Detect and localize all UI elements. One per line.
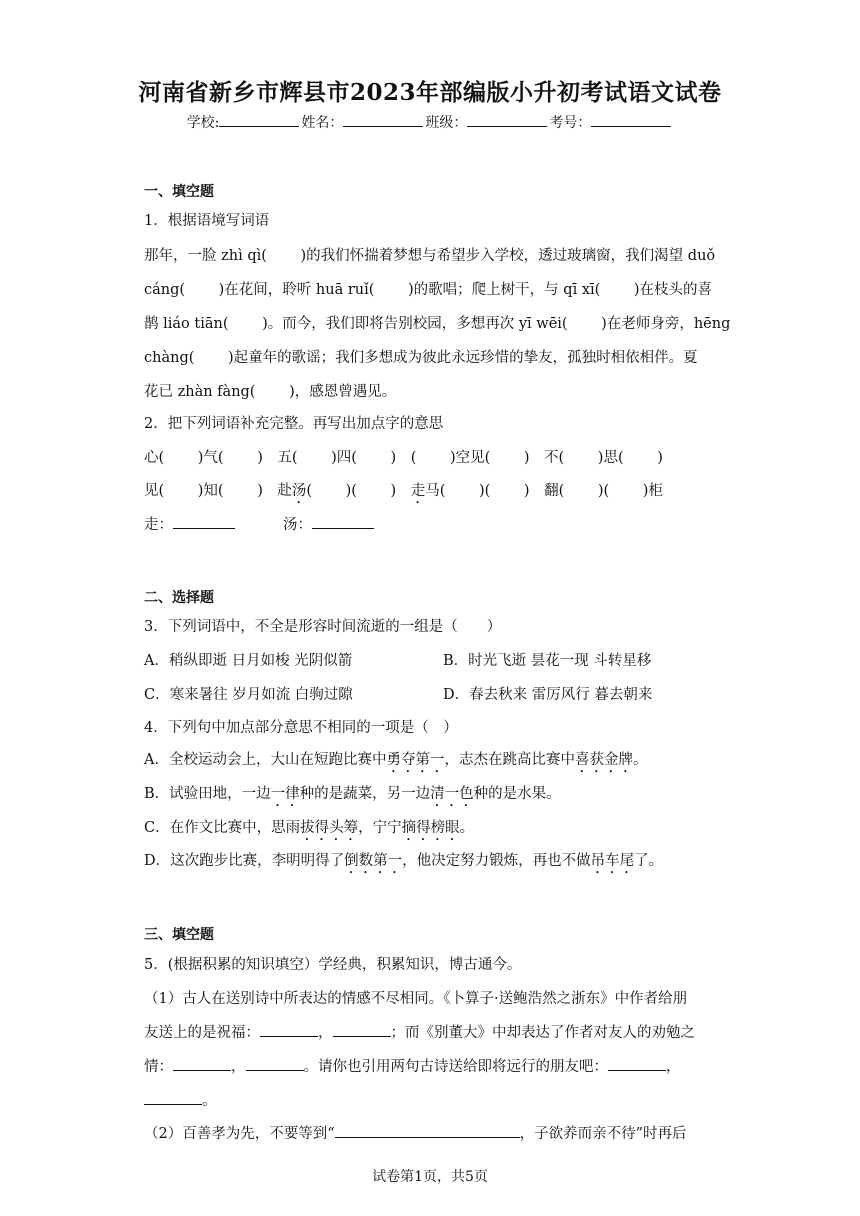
answer-blank[interactable] xyxy=(608,1057,666,1071)
question-1-line: 那年，一脸 zhì qì( )的我们怀揣着梦想与希望步入学校，透过玻璃窗，我们渴望 duǒ xyxy=(144,248,716,264)
dotted-phrase: 吊车尾 xyxy=(590,853,635,869)
option-text: 种的是水果。 xyxy=(473,786,561,802)
question-5-part-1 xyxy=(144,1089,217,1110)
answer-blank[interactable] xyxy=(173,515,235,529)
question-1-line: chàng( )起童年的歌谣；我们多想成为彼此永远珍惜的挚友，孤独时相依相伴。夏 xyxy=(144,350,698,366)
section-heading-choice: 二、选择题 xyxy=(144,590,214,606)
section-heading-fill-3: 三、填空题 xyxy=(144,927,214,943)
answer-blank[interactable] xyxy=(144,1091,202,1105)
option-text: ，志杰在跳高比赛中 xyxy=(444,752,575,768)
dotted-phrase: 摘得榜眼 xyxy=(401,820,460,836)
text: ；而《别董大》中却表达了作者对友人的劝勉之 xyxy=(390,1025,695,1041)
walk-label: 走： xyxy=(144,517,173,533)
option-c[interactable] xyxy=(144,816,474,844)
page-footer: 试卷第1页，共5页 xyxy=(372,1169,488,1185)
text: 友送上的是祝福： xyxy=(144,1025,260,1041)
option-text: A．全校运动会上，大山在短跑比赛中 xyxy=(144,752,387,768)
question-5-stem: 5．(根据积累的知识填空）学经典，积累知识，博古通今。 xyxy=(144,957,522,973)
student-info-line xyxy=(0,112,860,132)
text: 。请你也引用两句古诗送给即将远行的朋友吧： xyxy=(303,1059,608,1075)
question-1-line: 鹊 liáo tiān( )。而今，我们即将告别校园，多想再次 yī wēi( )在老师身旁，hēng xyxy=(144,316,731,332)
text: ， xyxy=(318,1025,333,1041)
option-text: 种的是蔬菜，另一边 xyxy=(299,786,431,802)
answer-blank[interactable] xyxy=(246,1057,304,1071)
option-text: 了。 xyxy=(634,853,664,869)
answer-blank[interactable] xyxy=(333,1023,391,1037)
name-label: 姓名： xyxy=(301,115,344,131)
question-3-stem: 3．下列词语中，不全是形容时间流逝的一组是（ ） xyxy=(144,619,502,635)
dotted-phrase: 拔得头筹 xyxy=(300,820,359,836)
question-1-line: 花已 zhàn fàng( )，感恩曾遇见。 xyxy=(144,384,397,400)
text: ， xyxy=(666,1059,681,1075)
answer-blank[interactable] xyxy=(335,1124,520,1138)
option-d[interactable] xyxy=(144,849,663,877)
question-1-stem: 1．根据语境写词语 xyxy=(144,213,270,229)
school-label: 学校: xyxy=(186,115,220,131)
section-heading-fill-1: 一、填空题 xyxy=(144,184,214,200)
dotted-char: 汤 xyxy=(291,483,307,499)
option-text: 。 xyxy=(632,752,648,768)
text: 。 xyxy=(202,1093,217,1109)
question-1-line: cáng( )在花间，聆听 huā ruǐ( )的歌唱；爬上树干，与 qī xī( )在枝头的喜 xyxy=(144,282,713,298)
answer-blank[interactable] xyxy=(173,1057,231,1071)
option-text: ，他决定努力锻炼，再也不做 xyxy=(402,853,591,869)
option-a[interactable]: A．稍纵即逝 日月如梭 光阴似箭 xyxy=(144,653,353,669)
option-d[interactable]: D．春去秋来 雷厉风行 暮去朝来 xyxy=(443,687,653,703)
class-label: 班级： xyxy=(425,115,468,131)
dotted-phrase: 勇夺第一 xyxy=(386,752,445,768)
dotted-phrase: 喜获金牌 xyxy=(574,752,633,768)
name-blank[interactable] xyxy=(343,112,423,127)
dotted-phrase: 清一色 xyxy=(430,786,474,802)
text: ， xyxy=(231,1059,246,1075)
exam-no-blank[interactable] xyxy=(591,112,671,127)
option-text: C．在作文比赛中，思雨 xyxy=(144,820,301,836)
option-text: B．试验田地，一边 xyxy=(144,786,271,802)
page-title: 河南省新乡市辉县市2023年部编版小升初考试语文试卷 xyxy=(138,79,722,106)
dotted-char: 走 xyxy=(410,483,426,499)
option-b[interactable]: B．时光飞逝 昙花一现 斗转星移 xyxy=(443,653,652,669)
question-2-row: 心( )气( ) 五( )四( ) ( )空见( ) 不( )思( ) xyxy=(144,450,663,466)
school-blank[interactable] xyxy=(219,112,299,127)
text: 情： xyxy=(144,1059,173,1075)
class-blank[interactable] xyxy=(467,112,547,127)
option-text: D．这次跑步比赛，李明明得了 xyxy=(144,853,345,869)
option-a[interactable] xyxy=(144,748,647,776)
dotted-phrase: 倒数第一 xyxy=(344,853,403,869)
answer-blank[interactable] xyxy=(312,515,374,529)
answer-blank[interactable] xyxy=(260,1023,318,1037)
question-5-part-2 xyxy=(144,1122,687,1143)
option-c[interactable]: C．寒来暑往 岁月如流 白驹过隙 xyxy=(144,687,353,703)
question-5-part-1 xyxy=(144,1021,695,1042)
option-b[interactable] xyxy=(144,782,561,810)
question-5-part-1: （1）古人在送别诗中所表达的情感不尽相同。《卜算子·送鲍浩然之浙东》中作者给朋 xyxy=(144,991,688,1007)
question-4-stem: 4．下列句中加点部分意思不相同的一项是（ ） xyxy=(144,720,458,736)
question-2-stem: 2．把下列词语补充完整。再写出加点字的意思 xyxy=(144,416,444,432)
option-text: ，宁宁 xyxy=(358,820,402,836)
option-text: 。 xyxy=(459,820,475,836)
row-text: 见( )知( ) 赴 xyxy=(144,483,292,499)
exam-no-label: 考号： xyxy=(549,115,592,131)
question-2-answers xyxy=(144,513,374,534)
dotted-phrase: 一律 xyxy=(270,786,300,802)
question-5-part-1 xyxy=(144,1055,681,1076)
text: （2）百善孝为先，不要等到“ xyxy=(144,1126,335,1142)
soup-label: 汤： xyxy=(283,517,312,533)
question-2-row xyxy=(144,479,663,507)
row-text: ( )( ) xyxy=(306,483,411,499)
text: ，子欲养而亲不待”时再后 xyxy=(519,1126,687,1142)
row-text: 马( )( ) 翻( )( )柜 xyxy=(425,483,663,499)
